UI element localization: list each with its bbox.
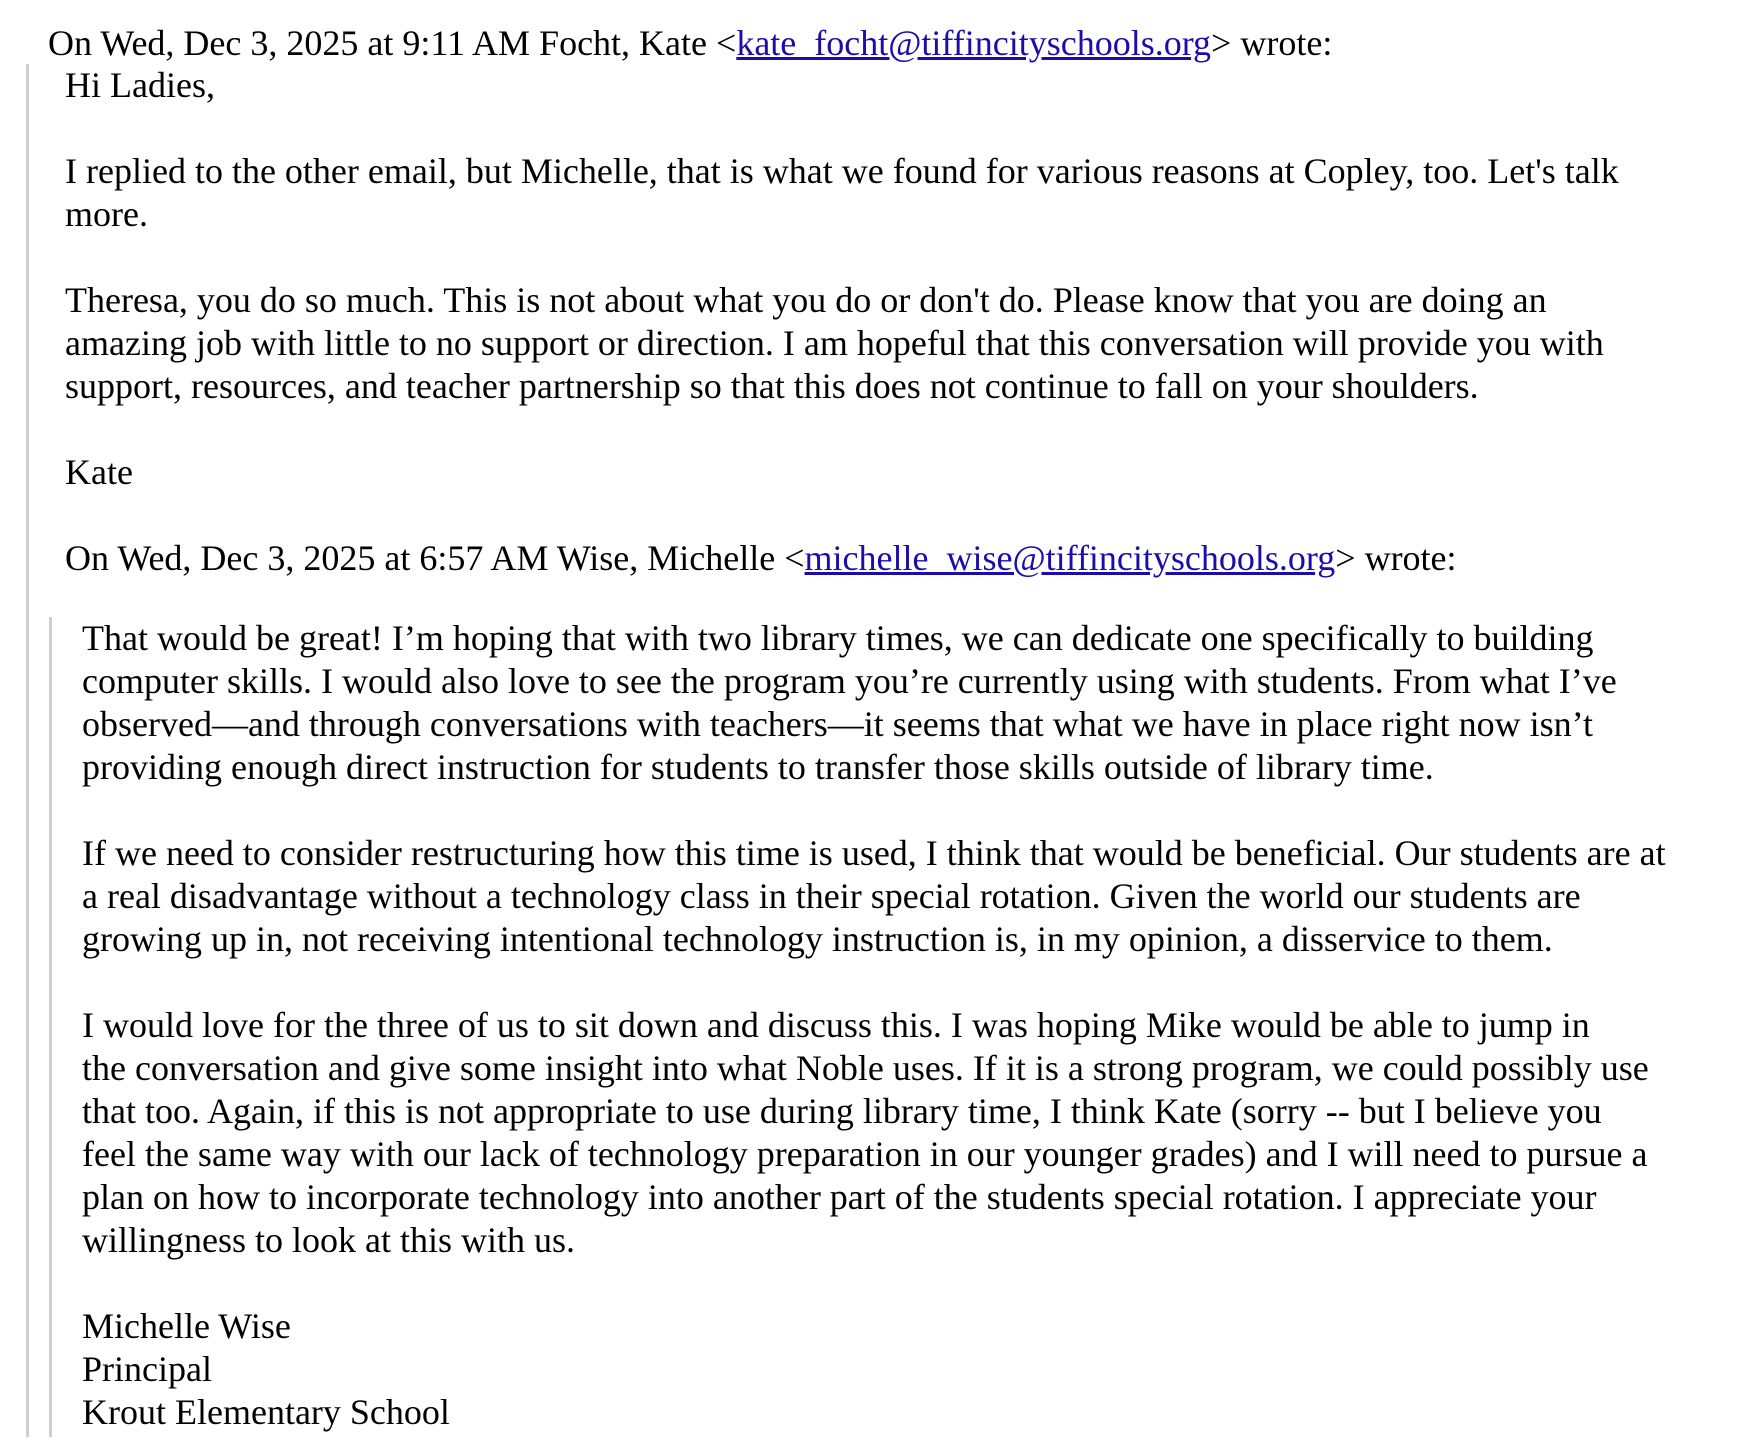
kate-greeting: Hi Ladies, — [65, 65, 215, 105]
text-line: the conversation and give some insight into what Noble uses. If it is a strong program, we could possibly use — [82, 1048, 1649, 1088]
inner-header-prefix: On Wed, Dec 3, 2025 at 6:57 AM Wise, Michelle < — [65, 538, 805, 578]
text-line: willingness to look at this with us. — [82, 1220, 576, 1260]
text-line: I replied to the other email, but Michelle, that is what we found for various reasons at Copley, too. Let's talk — [65, 151, 1619, 191]
text-line: that too. Again, if this is not appropriate to use during library time, I think Kate (sorry -- but I believe you — [82, 1091, 1602, 1131]
michelle-paragraph-1 — [82, 617, 1732, 789]
outer-header-prefix: On Wed, Dec 3, 2025 at 9:11 AM Focht, Kate < — [48, 23, 737, 63]
outer-reply-header — [48, 22, 1332, 65]
quoted-message-michelle — [49, 617, 1732, 1437]
text-line: providing enough direct instruction for students to transfer those skills outside of library time. — [82, 747, 1434, 787]
text-line: Theresa, you do so much. This is not about what you do or don't do. Please know that you are doing an — [65, 280, 1547, 320]
michelle-message-body — [82, 617, 1732, 1434]
kate-signoff: Kate — [65, 452, 133, 492]
text-line: If we need to consider restructuring how this time is used, I think that would be beneficial. Our students are at — [82, 833, 1666, 873]
text-line: computer skills. I would also love to see the program you’re currently using with students. From what I’ve — [82, 661, 1617, 701]
michelle-paragraph-2 — [82, 832, 1732, 961]
text-line: support, resources, and teacher partnership so that this does not continue to fall on your shoulders. — [65, 366, 1479, 406]
text-line: feel the same way with our lack of technology preparation in our younger grades) and I will need to pursue a — [82, 1134, 1648, 1174]
text-line: amazing job with little to no support or direction. I am hopeful that this conversation will provide you with — [65, 323, 1604, 363]
kate-email-link[interactable]: kate_focht@tiffincityschools.org — [736, 23, 1212, 63]
text-line: a real disadvantage without a technology class in their special rotation. Given the world our students are — [82, 876, 1581, 916]
quoted-message-kate — [26, 64, 1729, 1437]
signature-title: Principal — [82, 1349, 212, 1389]
text-line: plan on how to incorporate technology into another part of the students special rotation. I appreciate your — [82, 1177, 1597, 1217]
text-line: growing up in, not receiving intentional technology instruction is, in my opinion, a disservice to them. — [82, 919, 1553, 959]
michelle-email-link[interactable]: michelle_wise@tiffincityschools.org — [804, 538, 1336, 578]
signature-school: Krout Elementary School — [82, 1392, 450, 1432]
michelle-signature — [82, 1305, 1732, 1434]
text-line: That would be great! I’m hoping that with two library times, we can dedicate one specifically to building — [82, 618, 1594, 658]
kate-message-body — [65, 64, 1725, 623]
signature-name: Michelle Wise — [82, 1306, 291, 1346]
kate-paragraph-1 — [65, 150, 1725, 236]
kate-paragraph-2 — [65, 279, 1725, 408]
michelle-paragraph-3 — [82, 1004, 1732, 1262]
text-line: I would love for the three of us to sit down and discuss this. I was hoping Mike would be able to jump in — [82, 1005, 1590, 1045]
inner-reply-header — [65, 537, 1725, 580]
inner-header-suffix: > wrote: — [1335, 538, 1457, 578]
text-line: more. — [65, 194, 148, 234]
text-line: observed—and through conversations with teachers—it seems that what we have in place right now isn’t — [82, 704, 1593, 744]
outer-header-suffix: > wrote: — [1211, 23, 1333, 63]
